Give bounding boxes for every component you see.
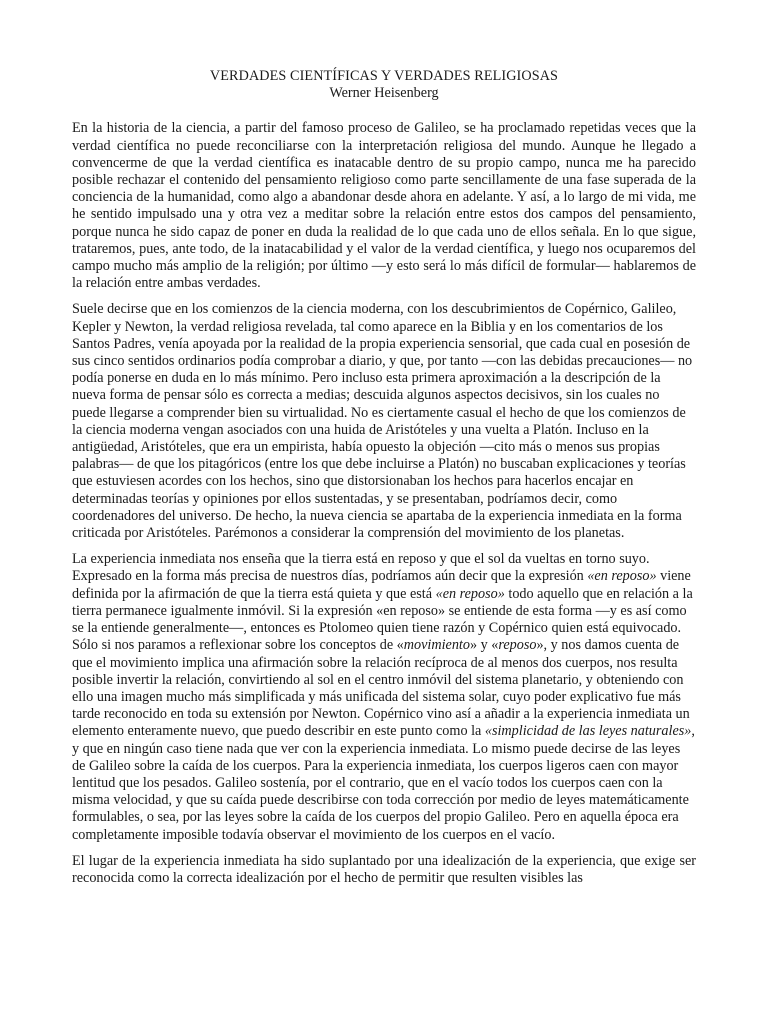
italic-text: movimiento	[403, 637, 470, 654]
paragraph-text: », y nos damos cuenta de que el movimiento implica una afirmación sobre la relación recíproca de al menos dos cuerpos, nos resulta posible invertir la relación, convirtiendo al sol en el centro inmóvil del sistema planetario, y obteniendo con ello una imagen mucho más simplificada y más unificada del sistema solar, cuyo poder explicativo fue más tarde reconocido en toda su extensión por Newton. Copérnico vino así a añadir a la experiencia inmediata un elemento enteramente nuevo, que puedo describir en este punto como la	[72, 637, 690, 740]
document-body	[72, 120, 696, 887]
document-author: Werner Heisenberg	[329, 85, 439, 102]
paragraph-text: , y que en ningún caso tiene nada que ver con la experiencia inmediata. Lo mismo puede decirse de las leyes de Galileo sobre la caída de los cuerpos. Para la experiencia inmediata, los cuerpos ligeros caen con mayor lentitud que los pesados. Galileo sostenía, por el contrario, que en el vacío todos los cuerpos caen con la misma velocidad, y que su caída puede describirse con toda corrección por medio de leyes matemáticamente formulables, o sea, por las leyes sobre la caída de los cuerpos del propio Galileo. Pero en aquella época era completamente imposible todavía observar el movimiento de los cuerpos en el vacío.	[72, 723, 695, 843]
paragraph-text: viene definida por la afirmación de que la tierra está quieta y que está	[72, 568, 691, 602]
paragraph-text: » y «	[469, 637, 499, 654]
paragraph	[72, 853, 696, 887]
document-page	[72, 68, 696, 896]
italic-text: «en reposo»	[587, 568, 657, 585]
paragraph-text: Suele decirse que en los comienzos de la ciencia moderna, con los descubrimientos de Copérnico, Galileo, Kepler y Newton, la verdad religiosa revelada, tal como aparece en la Biblia y en los comentarios de los Santos Padres, venía apoyada por la realidad de la propia experiencia sensorial, que cada cual en posesión de sus cinco sentidos ordinarios podía comprobar a diario, y que, por tanto —con las debidas precauciones— no podía ponerse en duda en lo más mínimo. Pero incluso esta primera aproximación a la descripción de la nueva forma de pensar sólo es correcta a medias; descuida algunos aspectos decisivos, sin los cuales no puede llegarse a comprender bien su virtualidad. No es ciertamente casual el hecho de que los comienzos de la ciencia moderna vengan asociados con una huida de Aristóteles y una vuelta a Platón. Incluso en la antigüedad, Aristóteles, que era un empirista, había opuesto la objeción —cito más o menos sus propias palabras— de que los pitagóricos (entre los que debe incluirse a Platón) no buscaban explicaciones y teorías que estuviesen acordes con los hechos, sino que distorsionaban los hechos para hacerlos encajar en determinadas teorías y opiniones por ellos sustentadas, y se presentaban, podríamos decir, como coordenadores del universo. De hecho, la nueva ciencia se apartaba de la experiencia inmediata en la forma criticada por Aristóteles. Parémonos a considerar la comprensión del movimiento de los planetas.	[72, 301, 693, 542]
italic-text: «simplicidad de las leyes naturales»	[484, 723, 692, 740]
italic-text: reposo	[498, 637, 537, 654]
paragraph-text: El lugar de la experiencia inmediata ha sido suplantado por una idealización de la experiencia, que exige ser reconocida como la correcta idealización por el hecho de permitir que resulten visibles las	[72, 852, 696, 886]
paragraph-text: En la historia de la ciencia, a partir del famoso proceso de Galileo, se ha proclamado repetidas veces que la verdad científica no puede reconciliarse con la interpretación religiosa del mundo. Aunque he llegado a convencerme de que la verdad científica es inatacable dentro de su propio campo, nunca me ha parecido posible rechazar el contenido del pensamiento religioso como parte sencillamente de una fase superada de la conciencia de la humanidad, como algo a abandonar desde ahora en adelante. Y así, a lo largo de mi vida, me he sentido impulsado una y otra vez a meditar sobre la relación entre estos dos campos del pensamiento, porque nunca he sido capaz de poner en duda la realidad de lo que cada uno de ellos señala. En lo que sigue, trataremos, pues, ante todo, de la inatacabilidad y el valor de la verdad científica, y luego nos ocuparemos del campo mucho más amplio de la religión; por último —y esto será lo más difícil de formular— hablaremos de la relación entre ambas verdades.	[72, 120, 696, 292]
paragraph-text: todo aquello que en relación a la tierra permanece igualmente inmóvil. Si la expresión «en reposo» se entiende de esta forma —y es así como se la entiende generalmente—, entonces es Ptolomeo quien tiene razón y Copérnico quien está equivocado. Sólo si nos paramos a reflexionar sobre los conceptos de «	[72, 585, 693, 654]
italic-text: «en reposo»	[435, 585, 505, 602]
paragraph	[72, 120, 696, 292]
paragraph-text: La experiencia inmediata nos enseña que la tierra está en reposo y que el sol da vueltas en torno suyo. Expresado en la forma más precisa de nuestros días, podríamos aún decir que la expresión	[72, 551, 650, 585]
paragraph	[72, 551, 696, 843]
paragraph	[72, 301, 696, 542]
document-title: VERDADES CIENTÍFICAS Y VERDADES RELIGIOSAS	[209, 68, 559, 84]
